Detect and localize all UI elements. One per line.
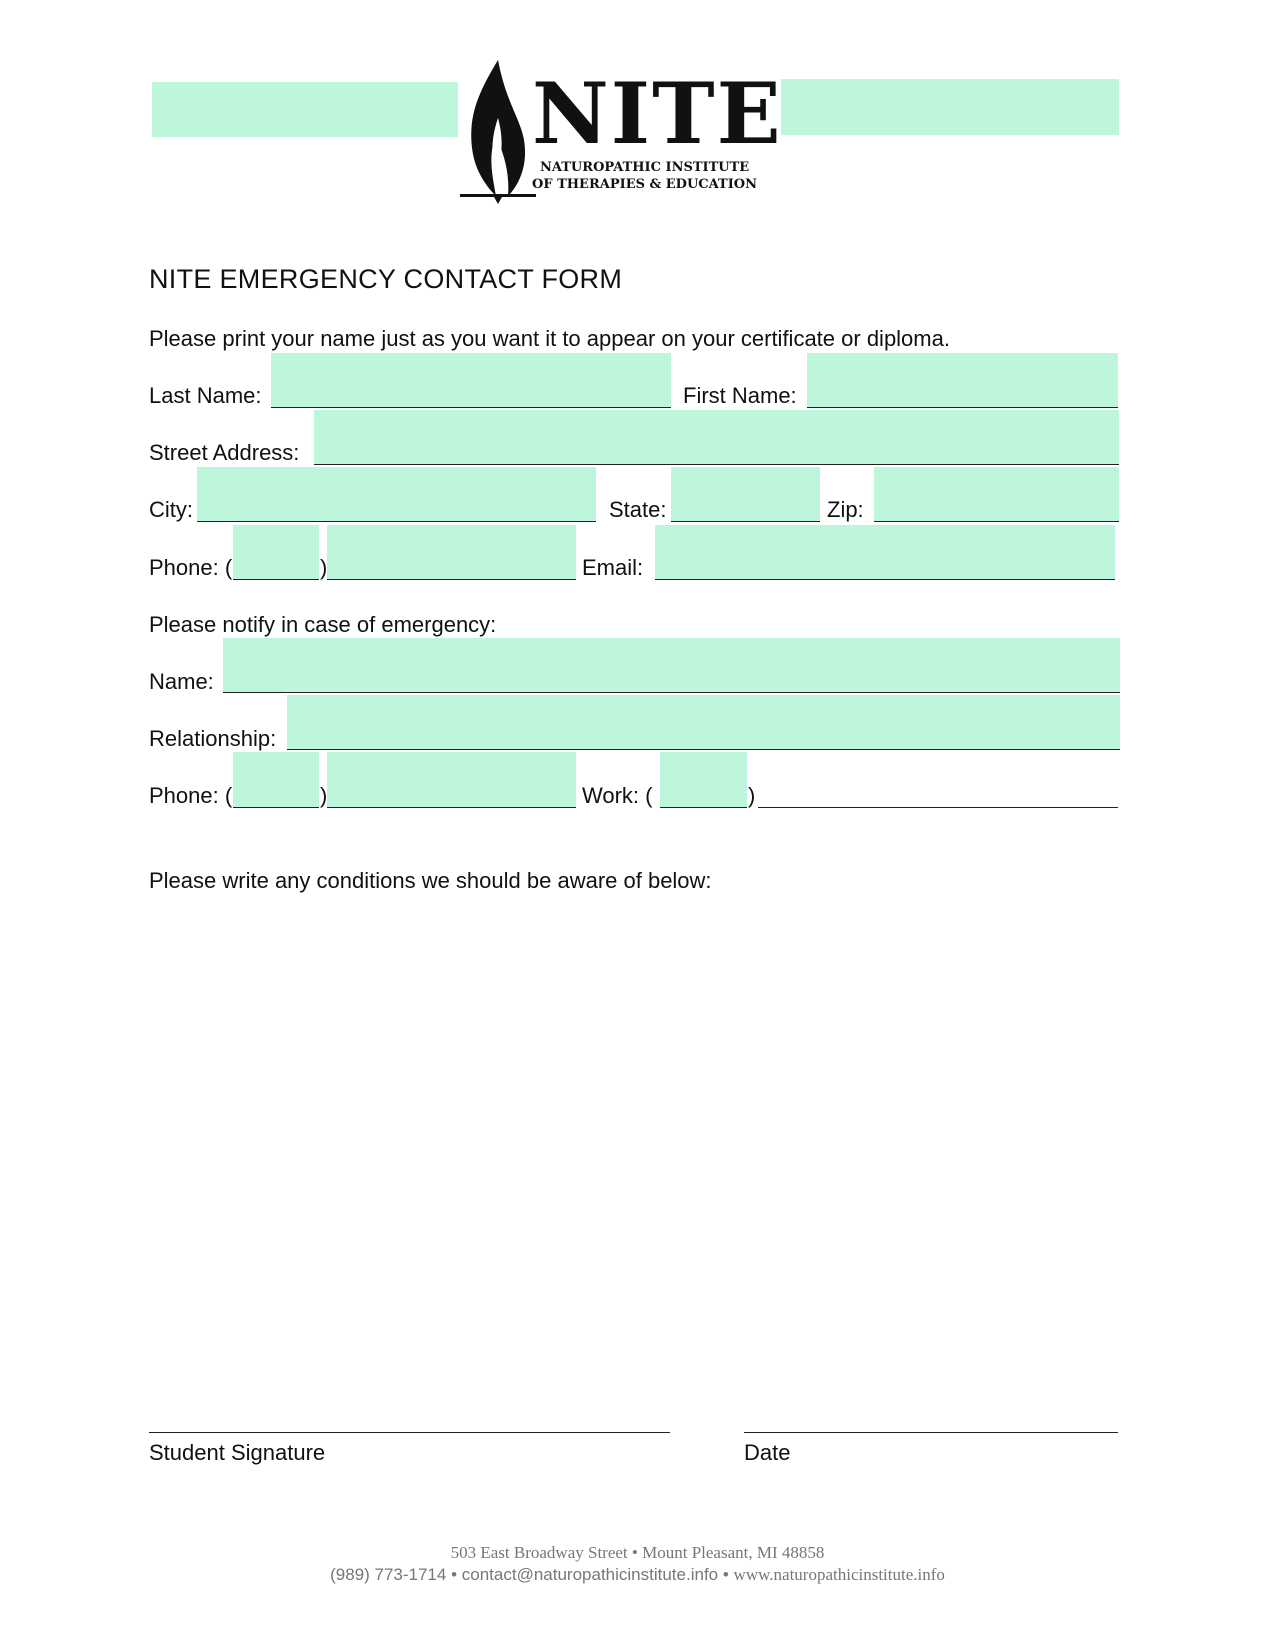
date-line[interactable]: [744, 1432, 1118, 1433]
email-underline: [655, 579, 1115, 580]
footer-website[interactable]: www.naturopathicinstitute.info: [733, 1565, 945, 1584]
phone-area-underline: [233, 579, 319, 580]
conditions-area[interactable]: [149, 905, 1123, 1409]
emergency-heading: Please notify in case of emergency:: [149, 612, 497, 637]
phone-paren-close: ): [320, 555, 328, 580]
first-name-label: First Name:: [683, 383, 797, 408]
email-label: Email:: [582, 555, 644, 580]
relationship-field[interactable]: [287, 695, 1120, 750]
page-title: NITE EMERGENCY CONTACT FORM: [149, 264, 623, 294]
street-address-label: Street Address:: [149, 440, 300, 465]
footer-contact: [0, 1565, 1275, 1585]
phone-number-field[interactable]: [327, 525, 576, 580]
state-label: State:: [609, 497, 667, 522]
footer-phone: (989) 773-1714: [330, 1565, 447, 1584]
relationship-label: Relationship:: [149, 726, 277, 751]
street-address-field[interactable]: [314, 410, 1119, 465]
instruction-text: Please print your name just as you want it to appear on your certificate or diploma.: [149, 326, 950, 351]
work-phone-number-underline: [758, 807, 1118, 808]
conditions-label: Please write any conditions we should be aware of below:: [149, 868, 712, 893]
work-phone-area-field[interactable]: [660, 752, 747, 808]
flame-icon: [458, 56, 538, 204]
emergency-phone-paren-close: ): [320, 783, 328, 808]
work-phone-area-underline: [660, 807, 747, 808]
last-name-label: Last Name:: [149, 383, 262, 408]
header-right-field[interactable]: [781, 79, 1119, 135]
emergency-phone-area-underline: [233, 807, 319, 808]
emergency-name-underline: [223, 692, 1120, 693]
footer-email[interactable]: contact@naturopathicinstitute.info: [461, 1565, 719, 1584]
logo-tagline-1: NATUROPATHIC INSTITUTE: [540, 160, 750, 175]
work-phone-paren-close: ): [748, 783, 756, 808]
footer-separator: •: [722, 1565, 729, 1584]
zip-underline: [874, 521, 1119, 522]
first-name-underline: [807, 407, 1118, 408]
footer-address: [0, 1543, 1275, 1563]
last-name-underline: [271, 407, 671, 408]
state-underline: [671, 521, 820, 522]
city-field[interactable]: [197, 467, 596, 522]
emergency-phone-number-underline: [327, 807, 576, 808]
emergency-phone-number-field[interactable]: [327, 752, 576, 808]
date-label: Date: [744, 1440, 791, 1465]
logo-tagline-2: OF THERAPIES & EDUCATION: [532, 177, 757, 192]
emergency-name-field[interactable]: [223, 638, 1120, 693]
last-name-field[interactable]: [271, 353, 671, 408]
state-field[interactable]: [671, 467, 820, 522]
footer-address-text: 503 East Broadway Street • Mount Pleasant, MI 48858: [450, 1543, 825, 1562]
phone-label: Phone: (: [149, 555, 233, 580]
zip-field[interactable]: [874, 467, 1119, 522]
email-field[interactable]: [655, 525, 1115, 580]
relationship-underline: [287, 749, 1120, 750]
nite-logo: [458, 56, 783, 204]
emergency-name-label: Name:: [149, 669, 214, 694]
zip-label: Zip:: [827, 497, 864, 522]
phone-number-underline: [327, 579, 576, 580]
first-name-field[interactable]: [807, 353, 1118, 408]
logo-wordmark: NITE: [532, 64, 783, 163]
city-label: City:: [149, 497, 193, 522]
emergency-phone-area-field[interactable]: [233, 752, 319, 808]
street-address-underline: [314, 464, 1119, 465]
signature-line[interactable]: [149, 1432, 670, 1433]
work-phone-label: Work: (: [582, 783, 653, 808]
signature-label: Student Signature: [149, 1440, 326, 1465]
emergency-phone-label: Phone: (: [149, 783, 233, 808]
header-left-field[interactable]: [152, 82, 458, 137]
phone-area-code-field[interactable]: [233, 525, 319, 580]
city-underline: [197, 521, 596, 522]
footer-separator: •: [451, 1565, 458, 1584]
